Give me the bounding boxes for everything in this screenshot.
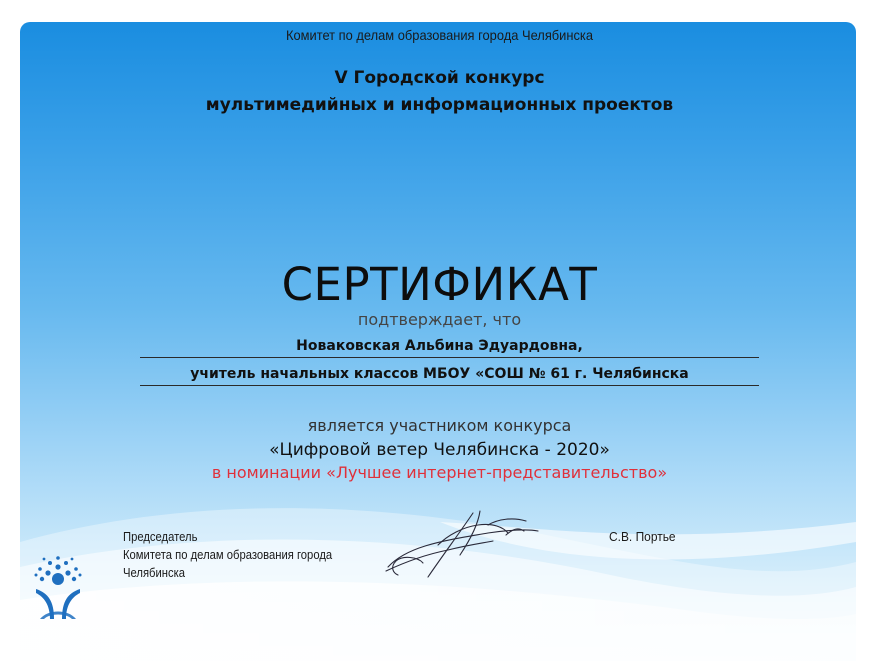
recipient-name: Новаковская Альбина Эдуардовна, (296, 338, 583, 354)
underline-position (140, 385, 759, 386)
participant-text: является участником конкурса (307, 416, 572, 435)
signatory-name: С.В. Портье (609, 529, 676, 544)
signatory-title-line2: Комитета по делам образования города (123, 548, 333, 562)
confirms-text: подтверждает, что (357, 310, 522, 329)
signatory-title (123, 528, 332, 582)
signature (378, 505, 548, 585)
certificate-heading: СЕРТИФИКАТ (281, 258, 598, 311)
signatory-title-line1: Председатель (123, 530, 198, 544)
underline-name (140, 357, 759, 358)
emblem-logo-icon (30, 553, 86, 625)
contest-name: «Цифровой ветер Челябинска - 2020» (269, 440, 610, 460)
contest-title-line2: мультимедийных и информационных проектов (205, 95, 674, 115)
nomination-text: в номинации «Лучшее интернет-представительство» (211, 463, 668, 482)
signatory-title-line3: Челябинска (123, 566, 186, 580)
organization-header: Комитет по делам образования города Челябинска (285, 27, 594, 43)
recipient-position: учитель начальных классов МБОУ «СОШ № 61 г. Челябинска (190, 366, 689, 382)
contest-title-line1: V Городской конкурс (334, 68, 545, 88)
